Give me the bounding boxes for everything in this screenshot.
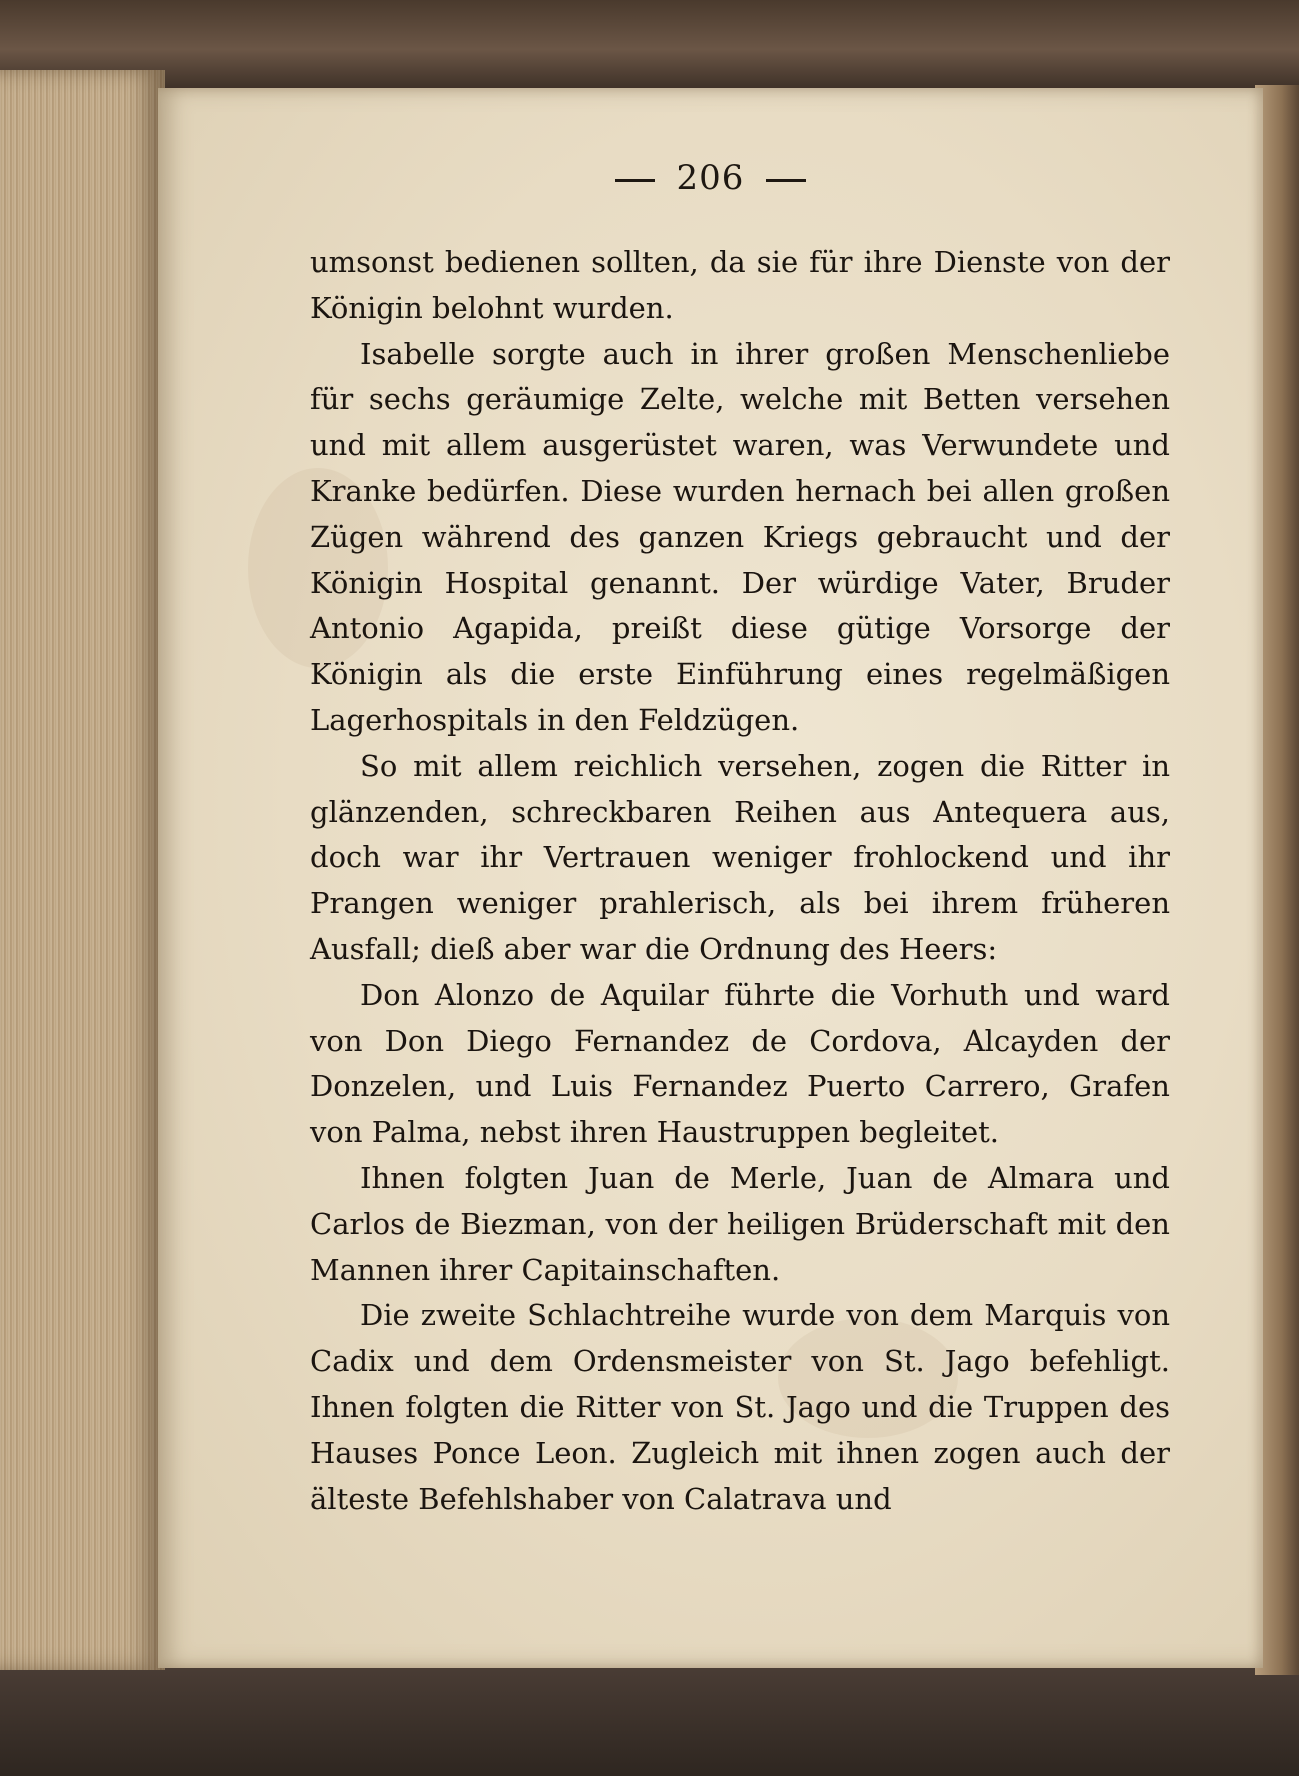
paragraph: Isabelle sorgte auch in ihrer großen Menschenliebe für sechs geräumige Zelte, welche mit Betten versehen und mit allem ausgerüstet waren, was Verwundete und Kranke bedürfen. Diese wurden hernach bei allen großen Zügen während des ganzen Kriegs gebraucht und der Königin Hospital genannt. Der würdige Vater, Bruder Antonio Agapida, preißt diese gütige Vorsorge der Königin als die erste Einführung eines regelmäßigen Lagerhospitals in den Feldzügen. <box>310 336 1170 737</box>
dash-left <box>615 179 655 182</box>
paragraph: Die zweite Schlachtreihe wurde von dem Marquis von Cadix und dem Ordensmeister von St. Jago befehligt. Ihnen folgten die Ritter von St. Jago und die Truppen des Hauses Ponce Leon. Zugleich mit ihnen zogen auch der älteste Befehlshaber von Calatrava und <box>310 1298 1170 1516</box>
body-text <box>310 240 1170 1522</box>
paragraph: Ihnen folgten Juan de Merle, Juan de Almara und Carlos de Biezman, von der heiligen Brüderschaft mit den Mannen ihrer Capitainschaften. <box>310 1160 1170 1287</box>
book-page <box>158 88 1263 1668</box>
paragraph: So mit allem reichlich versehen, zogen die Ritter in glänzenden, schreckbaren Reihen aus Antequera aus, doch war ihr Vertrauen weniger frohlockend und ihr Prangen weniger prahlerisch, als bei ihrem früheren Ausfall; dieß aber war die Ordnung des Heers: <box>310 748 1170 966</box>
page-number-value: 206 <box>676 158 745 198</box>
page-edges-left <box>0 70 165 1670</box>
paragraph: umsonst bedienen sollten, da sie für ihre Dienste von der Königin belohnt wurden. <box>310 245 1170 325</box>
paragraph: Don Alonzo de Aquilar führte die Vorhuth und ward von Don Diego Fernandez de Cordova, Alcayden der Donzelen, und Luis Fernandez Puerto Carrero, Grafen von Palma, nebst ihren Haustruppen begleitet. <box>310 977 1170 1150</box>
dash-right <box>766 179 806 182</box>
book-cover-top <box>0 0 1299 90</box>
book-cover-bottom <box>0 1650 1299 1776</box>
page-number <box>158 158 1263 198</box>
